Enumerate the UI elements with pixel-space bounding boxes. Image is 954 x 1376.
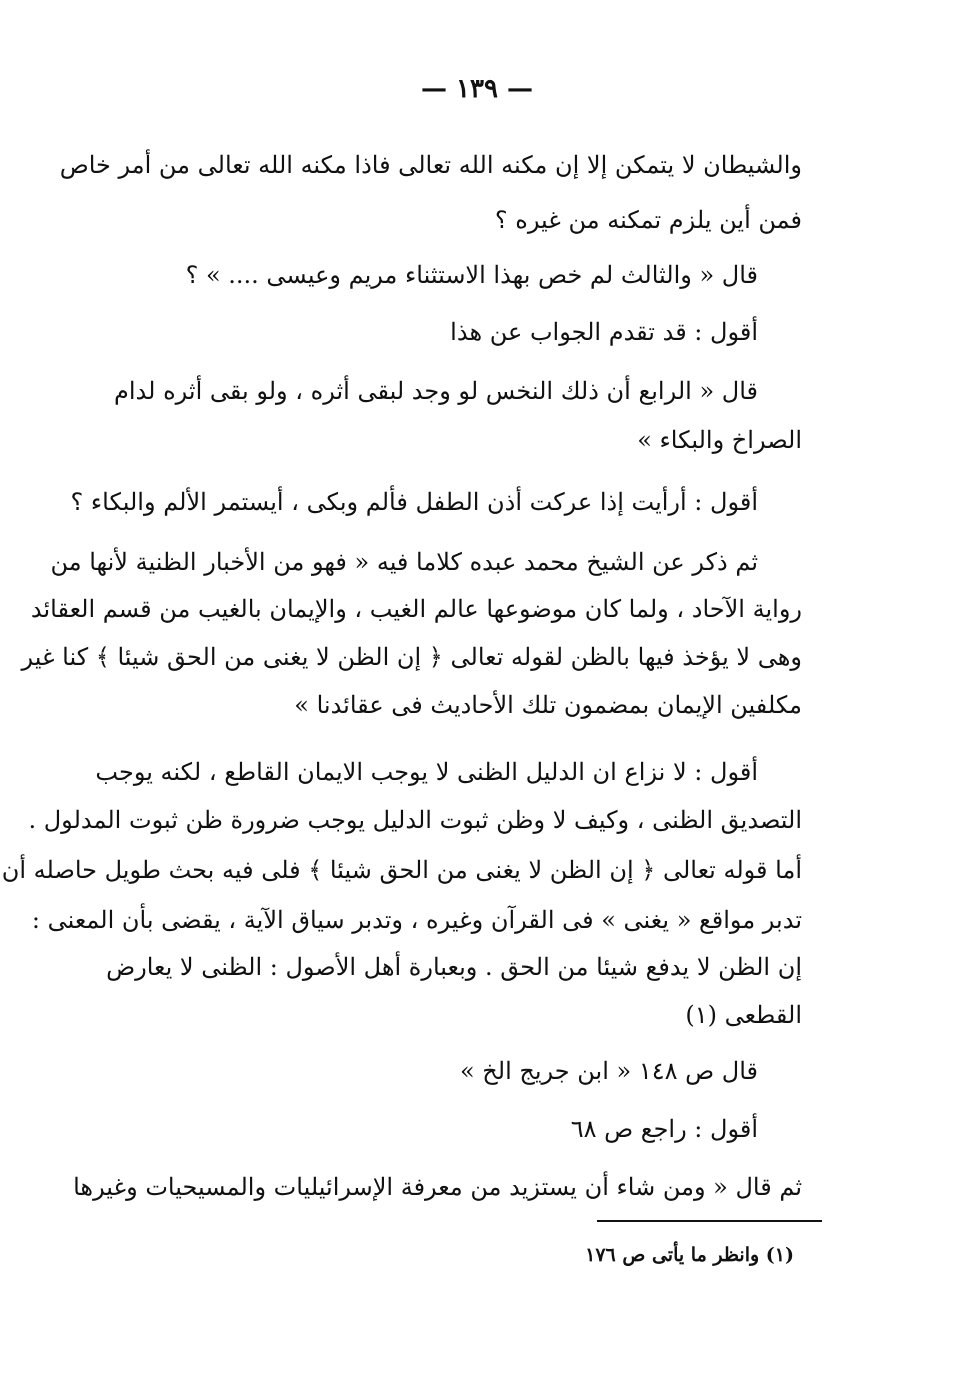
text-line: قال ص ١٤٨ « ابن جريج الخ »	[459, 1057, 758, 1085]
text-line: رواية الآحاد ، ولما كان موضوعها عالم الغيب ، والإيمان بالغيب من قسم العقائد	[30, 595, 802, 623]
text-line: أقول : قد تقدم الجواب عن هذا	[450, 318, 758, 346]
text-line: ثم ذكر عن الشيخ محمد عبده كلاما فيه « فهو من الأخبار الظنية لأنها من	[50, 548, 758, 576]
footnote: (١) وانظر ما يأتى ص ١٧٦	[585, 1244, 794, 1266]
text-line: تدبر مواقع « يغنى » فى القرآن وغيره ، وتدبر سياق الآية ، يقضى بأن المعنى :	[31, 906, 802, 934]
text-line: الصراخ والبكاء »	[637, 426, 802, 454]
page-number: — ١٣٩ —	[420, 74, 534, 104]
text-line: القطعى (١)	[685, 1001, 802, 1029]
text-line: أما قوله تعالى ﴿ إن الظن لا يغنى من الحق شيئا ﴾ فلى فيه بحث طويل حاصله أن	[1, 856, 802, 884]
text-line: وهى لا يؤخذ فيها بالظن لقوله تعالى ﴿ إن الظن لا يغنى من الحق شيئا ﴾ كنا غير	[21, 643, 802, 671]
text-line: فمن أين يلزم تمكنه من غيره ؟	[494, 206, 802, 234]
footnote-divider	[597, 1220, 822, 1222]
text-line: أقول : لا نزاع ان الدليل الظنى لا يوجب الايمان القاطع ، لكنه يوجب	[95, 758, 758, 786]
text-line: مكلفين الإيمان بمضمون تلك الأحاديث فى عقائدنا »	[294, 691, 802, 719]
text-line: أقول : أرأيت إذا عركت أذن الطفل فألم وبكى ، أيستمر الألم والبكاء ؟	[70, 488, 758, 516]
text-line: ثم قال « ومن شاء أن يستزيد من معرفة الإسرائيليات والمسيحيات وغيرها	[73, 1173, 802, 1201]
text-line: أقول : راجع ص ٦٨	[570, 1115, 758, 1143]
text-line: قال « الرابع أن ذلك النخس لو وجد لبقى أثره ، ولو بقى أثره لدام	[114, 377, 758, 405]
text-line: والشيطان لا يتمكن إلا إن مكنه الله تعالى فاذا مكنه الله تعالى من أمر خاص	[59, 151, 802, 179]
text-line: إن الظن لا يدفع شيئا من الحق . وبعبارة أهل الأصول : الظنى لا يعارض	[106, 953, 802, 981]
text-line: التصديق الظنى ، وكيف لا وظن ثبوت الدليل يوجب ضرورة ظن ثبوت المدلول .	[28, 806, 802, 834]
text-line: قال « والثالث لم خص بهذا الاستثناء مريم وعيسى .... » ؟	[185, 261, 758, 289]
